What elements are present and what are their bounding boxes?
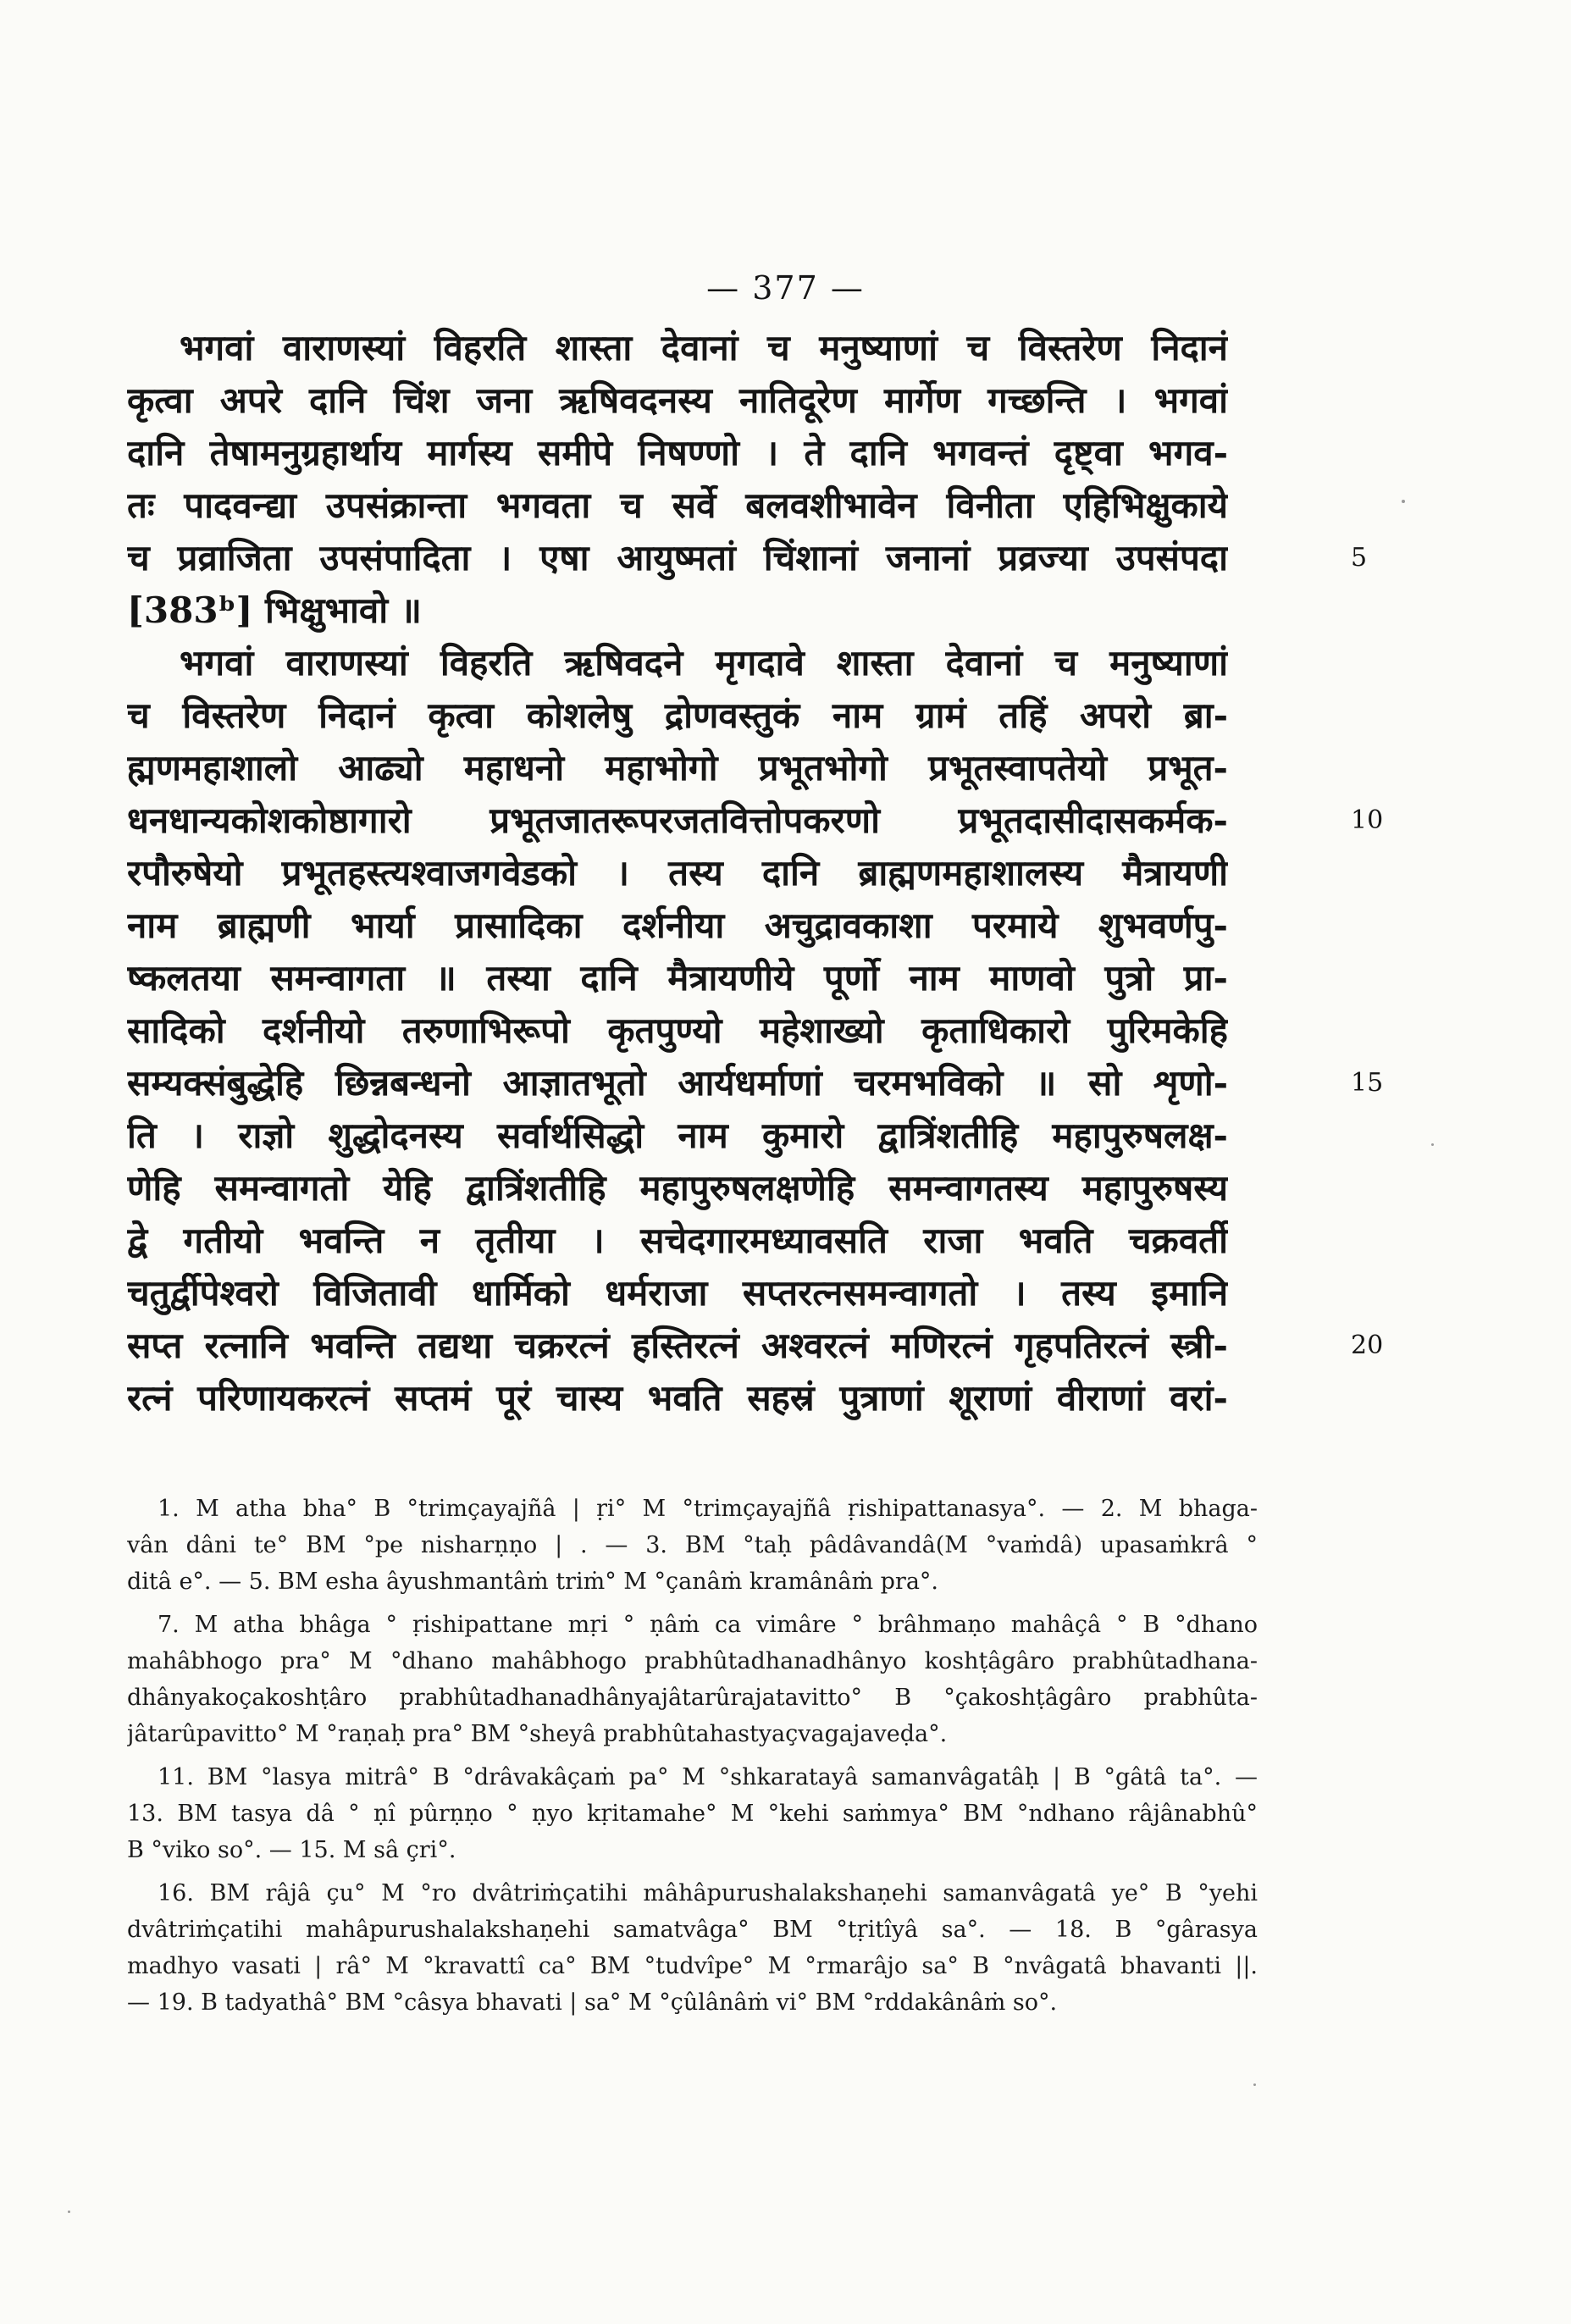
text-line xyxy=(127,794,1228,847)
footnote-group xyxy=(127,1607,1258,1752)
text-line-content: कृत्वा अपरे दानि चिंश जना ऋषिवदनस्य नातिदूरेण मार्गेण गच्छन्ति । भगवां xyxy=(127,379,1228,421)
footnotes-block xyxy=(127,1491,1258,2028)
text-line-content: णेहि समन्वागतो येहि द्वात्रिंशतीहि महापुरुषलक्षणेहि समन्वागतस्य महापुरुषस्य xyxy=(127,1167,1228,1209)
text-line-content: सादिको दर्शनीयो तरुणाभिरूपो कृतपुण्यो महेशाख्यो कृताधिकारो पुरिमकेहि xyxy=(127,1010,1228,1051)
text-line-content: दानि तेषामनुग्रहार्थाय मार्गस्य समीपे निषण्णो । ते दानि भगवन्तं दृष्ट्वा भगव- xyxy=(127,432,1228,473)
text-line xyxy=(127,952,1228,1004)
scan-speck xyxy=(1402,500,1405,503)
text-line xyxy=(127,532,1228,584)
text-line xyxy=(127,479,1228,532)
scan-speck xyxy=(68,2211,70,2213)
text-line xyxy=(127,322,1228,374)
text-line-content: ह्मणमहाशालो आढ्यो महाधनो महाभोगो प्रभूतभोगो प्रभूतस्वापतेयो प्रभूत- xyxy=(127,747,1228,788)
text-line xyxy=(127,637,1228,689)
text-line xyxy=(127,1372,1228,1425)
text-line xyxy=(127,689,1228,742)
text-line-content: नाम ब्राह्मणी भार्या प्रासादिका दर्शनीया अचुद्रावकाशा परमाये शुभवर्णपु- xyxy=(127,905,1228,946)
text-line xyxy=(127,1320,1228,1372)
footnote-line: jâtarûpavitto° M °raṇaḥ pra° BM °sheyâ prabhûtahastyaçvagajaveḍa°. xyxy=(127,1721,948,1747)
main-text-block xyxy=(127,322,1384,1425)
footnote-group xyxy=(127,1491,1258,1600)
text-line-content: धनधान्यकोशकोष्ठागारो प्रभूतजातरूपरजतवित्तोपकरणो प्रभूतदासीदासकर्मक- xyxy=(127,800,1228,841)
footnote-line: dhânyakoçakoshṭâro prabhûtadhanadhânyajâtarûrajatavitto° B °çakoshṭâgâro prabhûta- xyxy=(127,1685,1258,1711)
text-line-content: भगवां वाराणस्यां विहरति शास्ता देवानां च मनुष्याणां च विस्तरेण निदानं xyxy=(180,327,1228,368)
footnote-line: 16. BM râjâ çu° M °ro dvâtriṁçatihi mâhâpurushalakshaṇehi samanvâgatâ ye° B °yehi xyxy=(158,1880,1258,1906)
footnote-line: mahâbhogo pra° M °dhano mahâbhogo prabhûtadhanadhânyo koshṭâgâro prabhûtadhana- xyxy=(127,1648,1258,1674)
line-number: 10 xyxy=(1351,805,1384,835)
footnote-group xyxy=(127,1759,1258,1868)
text-line xyxy=(127,1057,1228,1109)
footnote-line: B °viko so°. — 15. M sâ çri°. xyxy=(127,1837,456,1863)
text-line-content: तः पादवन्द्या उपसंक्रान्ता भगवता च सर्वे बलवशीभावेन विनीता एहिभिक्षुकाये xyxy=(127,484,1228,526)
text-line xyxy=(127,1162,1228,1215)
text-line xyxy=(127,899,1228,952)
text-line xyxy=(127,1215,1228,1267)
footnote-line: — 19. B tadyathâ° BM °câsya bhavati | sa° M °çûlânâṁ vi° BM °rddakânâṁ so°. xyxy=(127,1989,1058,2016)
text-line-content: द्वे गतीयो भवन्ति न तृतीया । सचेदगारमध्यावसति राजा भवति चक्रवर्ती xyxy=(127,1220,1228,1261)
page-number: — 377 — xyxy=(706,269,865,307)
footnote-line: 13. BM tasya dâ ° ṇî pûrṇṇo ° ṇyo kṛitamahe° M °kehi saṁmya° BM °ndhano râjânabhû° xyxy=(127,1801,1258,1827)
text-line-content: चतुर्द्वीपेश्वरो विजितावी धार्मिको धर्मराजा सप्तरत्नसमन्वागतो । तस्य इमानि xyxy=(127,1272,1228,1314)
footnote-line: vân dâni te° BM °pe nisharṇṇo | . — 3. BM °taḥ pâdâvandâ(M °vaṁdâ) upasaṁkrâ ° xyxy=(127,1532,1258,1558)
scan-speck xyxy=(1253,2083,1256,2086)
line-number: 5 xyxy=(1351,543,1368,573)
text-line xyxy=(127,427,1228,479)
text-line-content: [383ᵇ] भिक्षुभावो ॥ xyxy=(127,589,422,631)
line-number: 15 xyxy=(1351,1068,1384,1098)
text-line-content: भगवां वाराणस्यां विहरति ऋषिवदने मृगदावे शास्ता देवानां च मनुष्याणां xyxy=(180,642,1228,683)
footnote-line: 7. M atha bhâga ° ṛishipattane mṛi ° ṇâṁ ca vimâre ° brâhmaṇo mahâçâ ° B °dhano xyxy=(158,1612,1258,1638)
text-line xyxy=(127,742,1228,794)
text-line-content: सम्यक्संबुद्धेहि छिन्नबन्धनो आज्ञातभूतो आर्यधर्माणां चरमभविको ॥ सो शृणो- xyxy=(127,1062,1228,1104)
text-line xyxy=(127,374,1228,427)
text-line-content: ष्कलतया समन्वागता ॥ तस्या दानि मैत्रायणीये पूर्णो नाम माणवो पुत्रो प्रा- xyxy=(127,957,1228,999)
footnote-line: ditâ e°. — 5. BM esha âyushmantâṁ triṁ° M °çanâṁ kramânâṁ pra°. xyxy=(127,1569,938,1595)
text-line-content: च प्रव्राजिता उपसंपादिता । एषा आयुष्मतां चिंशानां जनानां प्रव्रज्या उपसंपदा xyxy=(127,537,1228,578)
footnote-line: dvâtriṁçatihi mahâpurushalakshaṇehi samatvâga° BM °tṛitîyâ sa°. — 18. B °gârasya xyxy=(127,1917,1258,1943)
text-line-content: रत्नं परिणायकरत्नं सप्तमं पूरं चास्य भवति सहस्रं पुत्राणां शूराणां वीराणां वरां- xyxy=(127,1377,1228,1419)
text-line xyxy=(127,1109,1228,1162)
footnote-line: 11. BM °lasya mitrâ° B °drâvakâçaṁ pa° M °shkaratayâ samanvâgatâḥ | B °gâtâ ta°. — xyxy=(158,1764,1258,1790)
footnote-line: 1. M atha bha° B °trimçayajñâ | ṛi° M °trimçayajñâ ṛishipattanasya°. — 2. M bhaga- xyxy=(158,1496,1258,1522)
scan-speck xyxy=(1431,1143,1434,1146)
text-line xyxy=(127,584,1228,637)
text-line-content: सप्त रत्नानि भवन्ति तद्यथा चक्ररत्नं हस्तिरत्नं अश्वरत्नं मणिरत्नं गृहपतिरत्नं स्त्री- xyxy=(127,1325,1228,1366)
text-line xyxy=(127,1004,1228,1057)
footnote-line: madhyo vasati | râ° M °kravattî ca° BM °tudvîpe° M °rmarâjo sa° B °nvâgatâ bhavanti ||. xyxy=(127,1953,1258,1979)
text-line-content: च विस्तरेण निदानं कृत्वा कोशलेषु द्रोणवस्तुकं नाम ग्रामं तहिं अपरो ब्रा- xyxy=(127,694,1228,736)
text-line xyxy=(127,847,1228,899)
text-line xyxy=(127,1267,1228,1320)
line-number: 20 xyxy=(1351,1331,1384,1360)
text-line-content: रपौरुषेयो प्रभूतहस्त्यश्वाजगवेडको । तस्य दानि ब्राह्मणमहाशालस्य मैत्रायणी xyxy=(127,852,1228,894)
text-line-content: ति । राज्ञो शुद्धोदनस्य सर्वार्थसिद्धो नाम कुमारो द्वात्रिंशतीहि महापुरुषलक्ष- xyxy=(127,1115,1228,1156)
footnote-group xyxy=(127,1875,1258,2021)
